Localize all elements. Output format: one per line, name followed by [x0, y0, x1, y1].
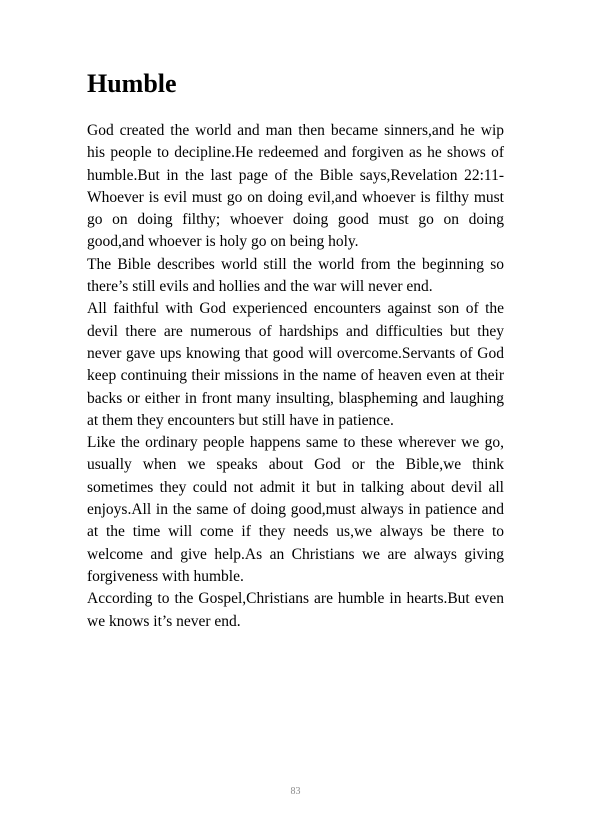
page-title: Humble: [87, 69, 177, 98]
paragraph-1: God created the world and man then became sinners,and he wip his people to decipline.He redeemed and forgiven as he shows of humble.But in the last page of the Bible says,Revelation 22:11-Whoever is evil must go on doing evil,and whoever is filthy must go on doing filthy; whoever doing good must go on doing good,and whoever is holy go on being holy.: [87, 122, 504, 251]
page-number: 83: [290, 786, 301, 797]
paragraph-2: The Bible describes world still the world from the beginning so there’s still evils and hollies and the war will never end.: [87, 255, 504, 296]
paragraph-3: All faithful with God experienced encounters against son of the devil there are numerous of hardships and difficulties but they never gave ups knowing that good will overcome.Servants of God keep continuing their missions in the name of heaven even at their backs or either in front many insulting, blaspheming and laughing at them they encounters but still have in patience.: [87, 300, 504, 429]
body-text: [87, 120, 504, 633]
paragraph-5: According to the Gospel,Christians are humble in hearts.But even we knows it’s never end.: [87, 590, 504, 630]
paragraph-4: Like the ordinary people happens same to these wherever we go, usually when we speaks about God or the Bible,we think sometimes they could not admit it but in talking about devil all enjoys.All in the same of doing good,must always in patience and at the time will come if they needs us,we always be there to welcome and give help.As an Christians we are always giving forgiveness with humble.: [87, 434, 504, 585]
